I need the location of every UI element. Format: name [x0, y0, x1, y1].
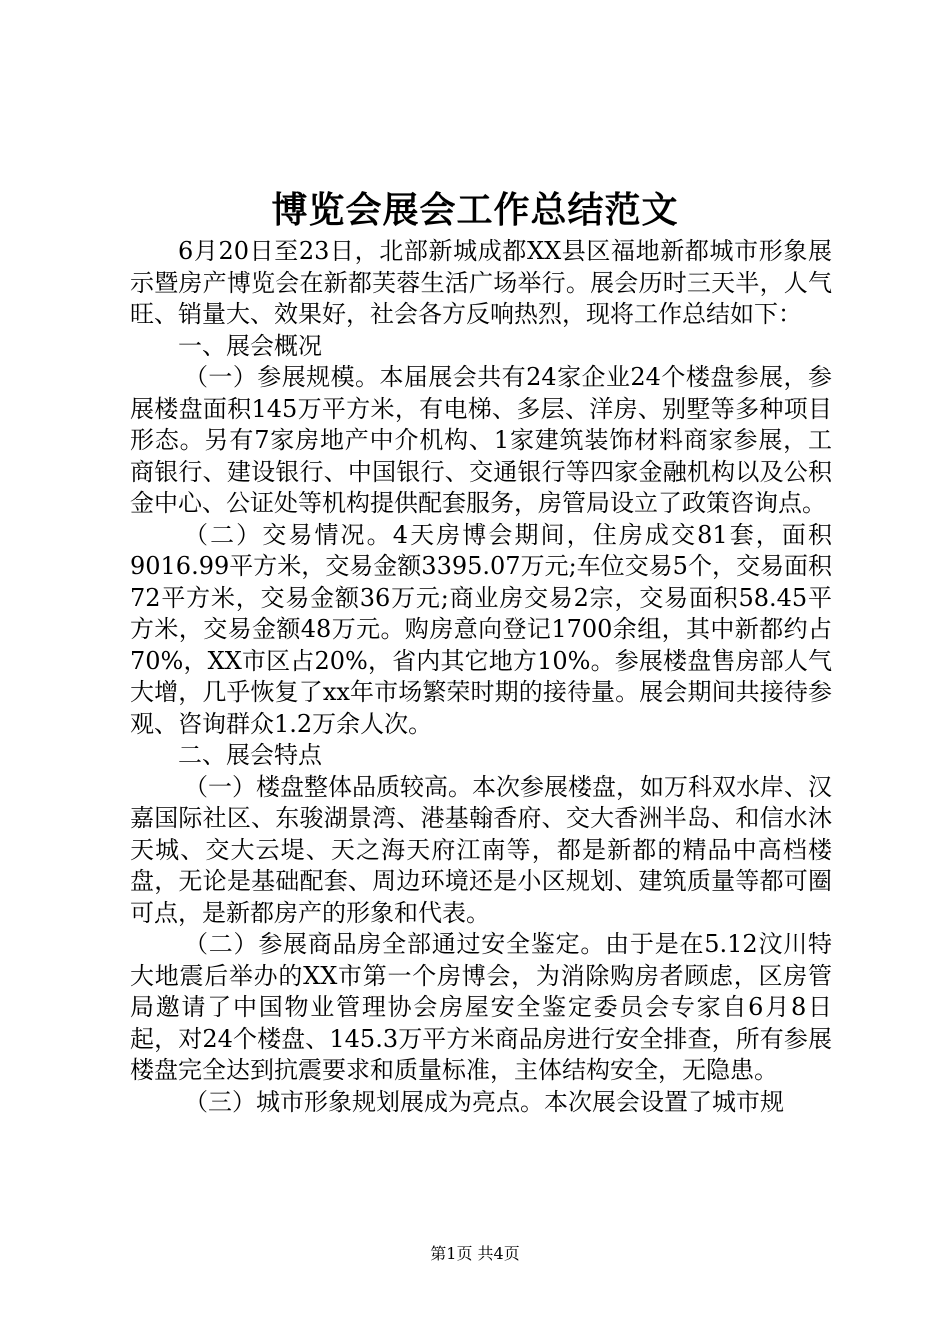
page-footer: 第1页 共4页 — [430, 1244, 520, 1263]
paragraph-safety: （二）参展商品房全部通过安全鉴定。由于是在5.12汶川特大地震后举办的XX市第一个房博会，为消除购房者顾虑，区房管局邀请了中国物业管理协会房屋安全鉴定委员会专家自6月8日起，对24个楼盘、145.3万平方米商品房进行安全排查，所有参展楼盘完全达到抗震要求和质量标准，主体结构安全，无隐患。 — [130, 930, 832, 1084]
document-body — [130, 236, 832, 1118]
paragraph-city-image: （三）城市形象规划展成为亮点。本次展会设置了城市规 — [184, 1087, 784, 1116]
paragraph-quality: （一）楼盘整体品质较高。本次参展楼盘，如万科双水岸、汉嘉国际社区、东骏湖景湾、港基翰香府、交大香洲半岛、和信水沐天城、交大云堤、天之海天府江南等，都是新都的精品中高档楼盘，无论是基础配套、周边环境还是小区规划、建筑质量等都可圈可点，是新都房产的形象和代表。 — [130, 772, 832, 927]
intro-paragraph: 6月20日至23日，北部新城成都XX县区福地新都城市形象展示暨房产博览会在新都芙蓉生活广场举行。展会历时三天半，人气旺、销量大、效果好，社会各方反响热烈，现将工作总结如下： — [130, 237, 832, 328]
section-heading-overview: 一、展会概况 — [178, 331, 322, 360]
section-heading-features: 二、展会特点 — [178, 741, 322, 769]
document-title: 博览会展会工作总结范文 — [271, 189, 679, 231]
paragraph-exhibition-scale: （一）参展规模。本届展会共有24家企业24个楼盘参展，参展楼盘面积145万平方米，有电梯、多层、洋房、别墅等多种项目形态。另有7家房地产中介机构、1家建筑装饰材料商家参展，工商银行、建设银行、中国银行、交通银行等四家金融机构以及公积金中心、公证处等机构提供配套服务，房管局设立了政策咨询点。 — [130, 363, 832, 517]
paragraph-transactions: （二）交易情况。4天房博会期间，住房成交81套，面积9016.99平方米，交易金额3395.07万元;车位交易5个，交易面积72平方米，交易金额36万元;商业房交易2宗，交易面积58.45平方米，交易金额48万元。购房意向登记1700余组，其中新都约占70%，XX市区占20%，省内其它地方10%。参展楼盘售房部人气大增，几乎恢复了xx年市场繁荣时期的接待量。展会期间共接待参观、咨询群众1.2万余人次。 — [130, 520, 832, 738]
